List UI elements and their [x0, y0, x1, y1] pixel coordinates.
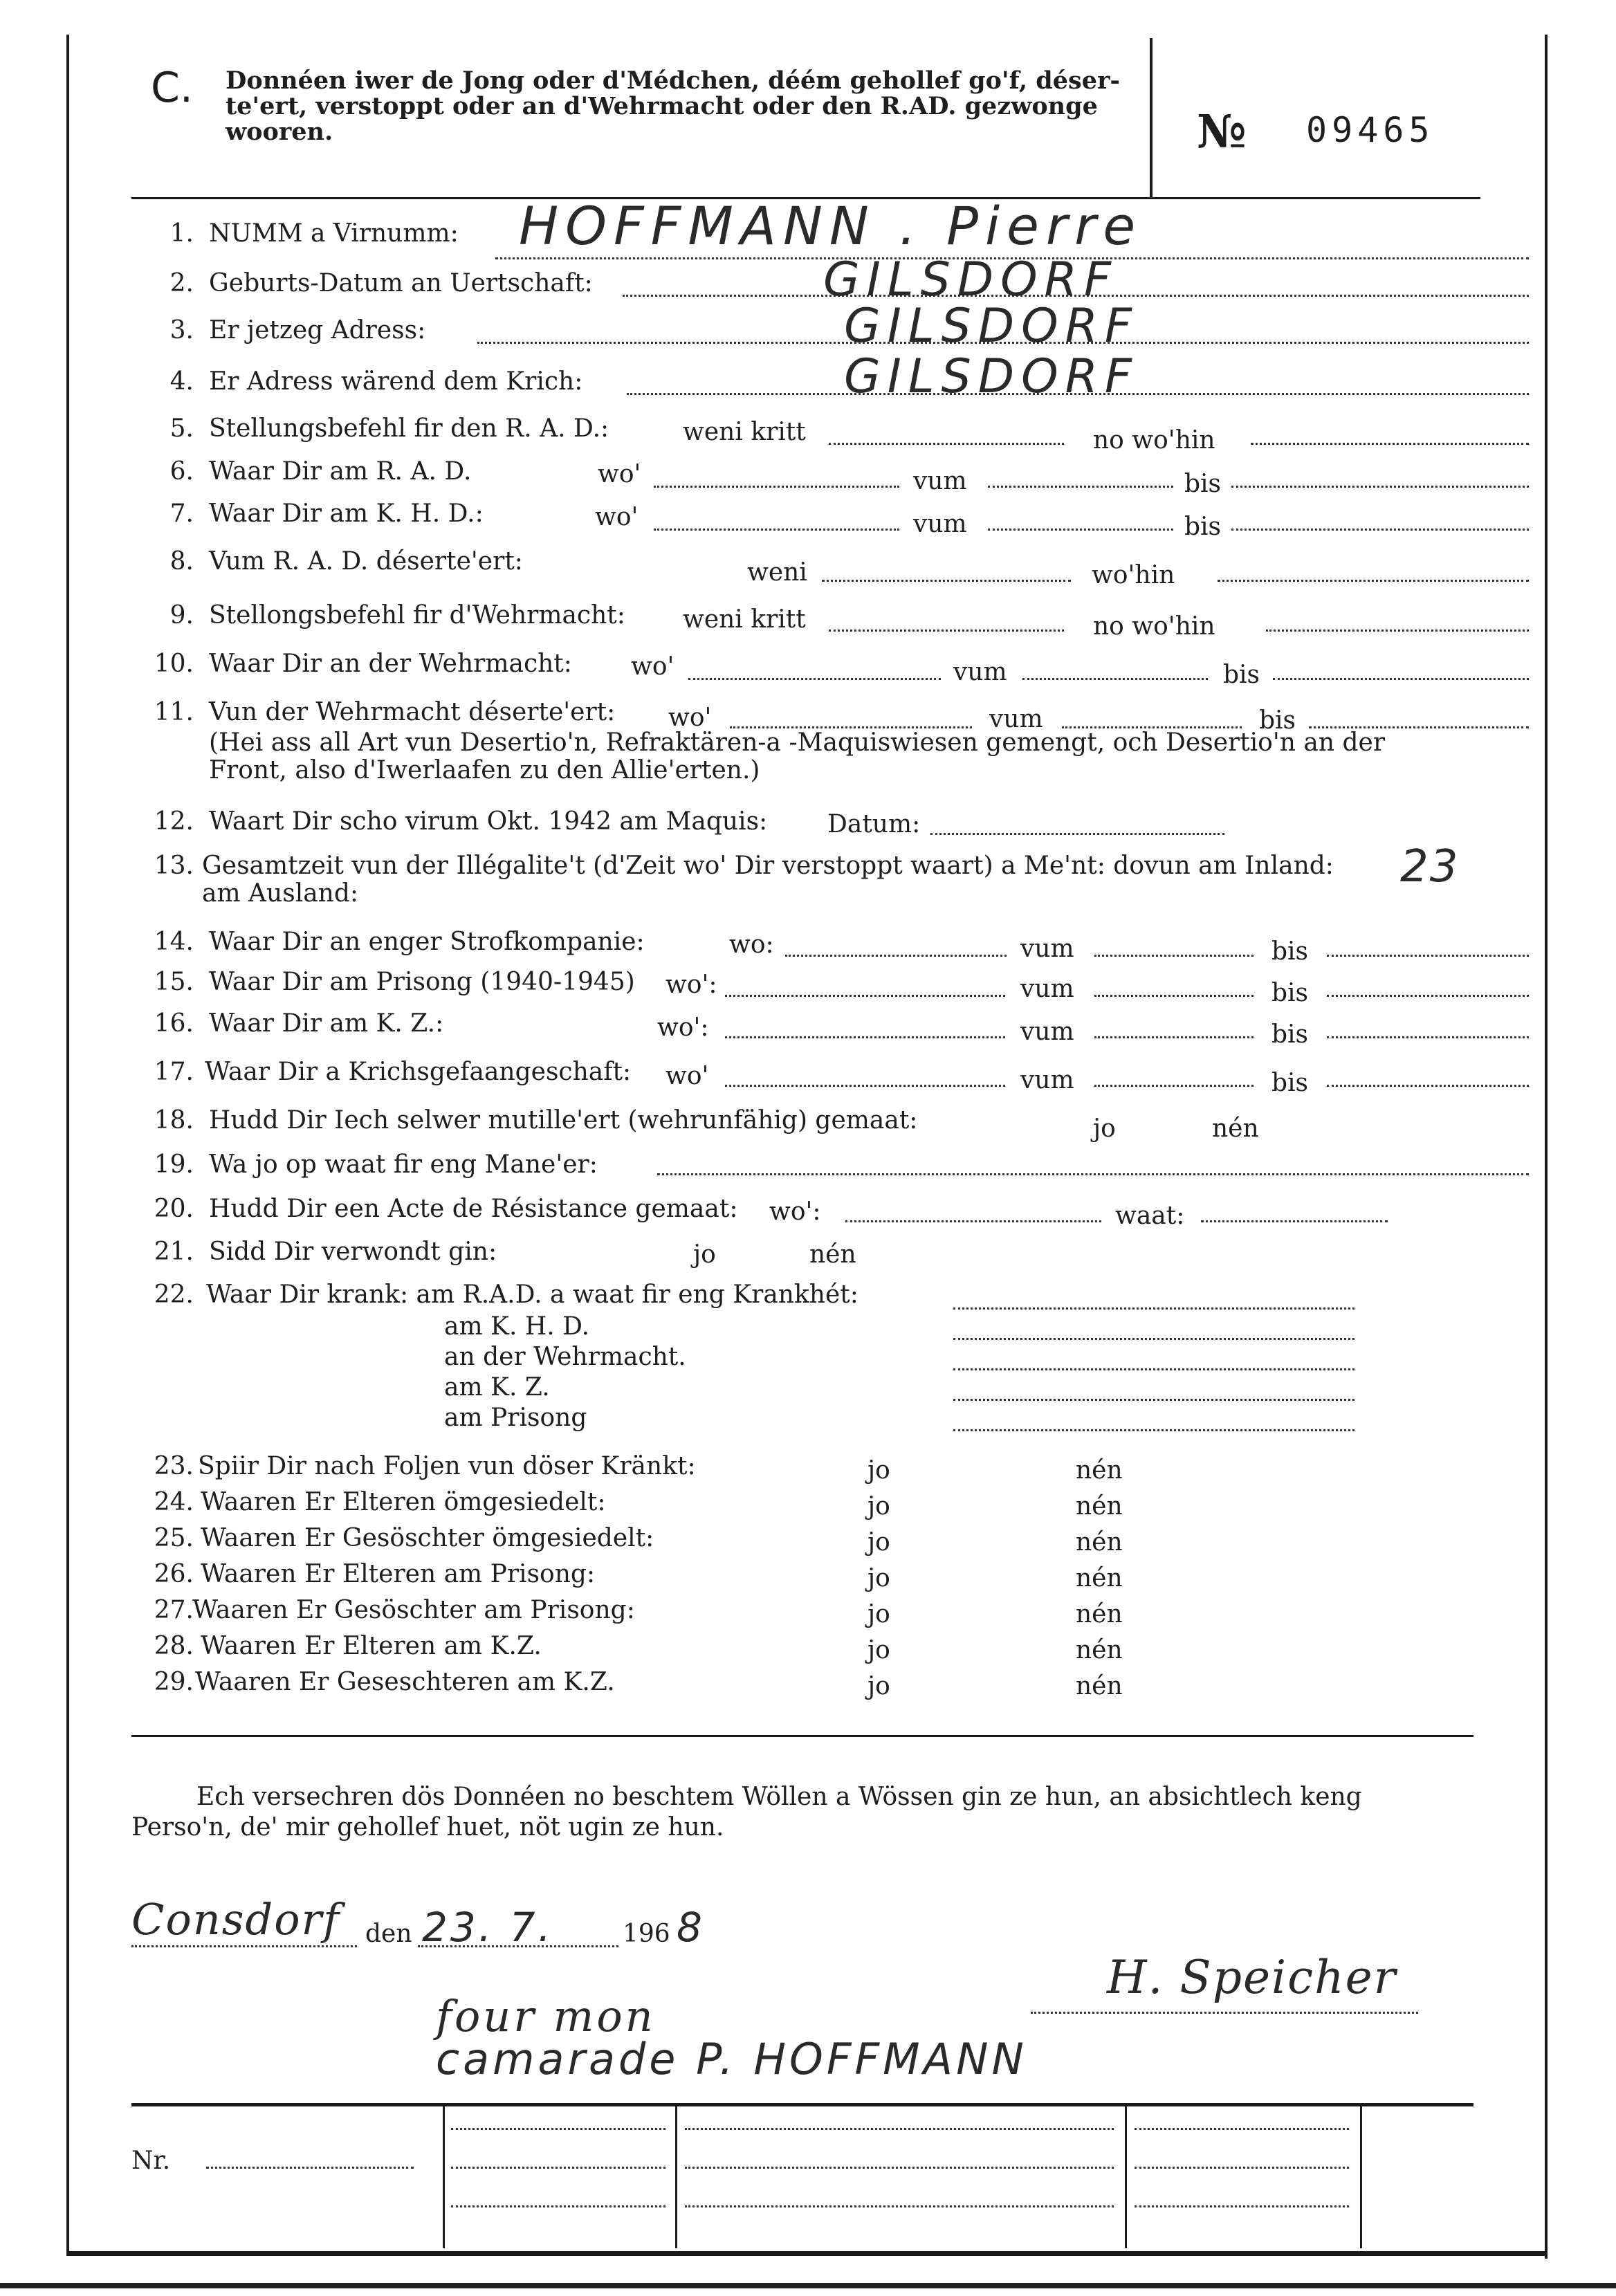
field-label: vum — [1020, 935, 1074, 963]
row-label: Waar Dir am K. Z.: — [209, 1009, 444, 1038]
field-label: wo' — [665, 1062, 709, 1090]
fill-line — [1273, 678, 1529, 680]
row-label: Stellungsbefehl fir den R. A. D.: — [209, 414, 609, 443]
fill-line — [1094, 1085, 1254, 1087]
row-number: 12. — [154, 807, 194, 836]
row-note: Front, also d'Iwerlaafen zu den Allie'erten.) — [209, 756, 760, 784]
field-label: wo' — [668, 704, 712, 732]
row-label: Stellongsbefehl fir d'Wehrmacht: — [209, 601, 625, 630]
row-label: Waaren Er Geseschteren am K.Z. — [195, 1668, 615, 1696]
row-number: 18. — [154, 1106, 194, 1135]
field-label: wo': — [657, 1013, 709, 1042]
row-number: 11. — [154, 698, 194, 726]
nr-label: Nr. — [131, 2147, 171, 2175]
fill-line — [725, 1085, 1005, 1087]
field-label: weni kritt — [683, 418, 806, 446]
row-label: Waar Dir an enger Strofkompanie: — [209, 928, 645, 956]
signature: H. Speicher — [1107, 1951, 1397, 2004]
fill-line — [953, 1429, 1355, 1431]
scan-bottom-edge — [0, 2283, 1616, 2288]
section-letter: C. — [151, 64, 193, 112]
fill-line — [953, 1338, 1355, 1340]
fill-line — [822, 580, 1071, 582]
option-yes: jo — [867, 1528, 890, 1556]
option-no: nén — [1076, 1456, 1123, 1485]
row-label: Waaren Er Elteren ömgesiedelt: — [201, 1488, 606, 1516]
field-label: bis — [1271, 1069, 1309, 1097]
row-number: 20. — [154, 1195, 194, 1223]
form-number: 09465 — [1306, 110, 1435, 150]
row-label: Waar Dir am Prisong (1940-1945) — [209, 968, 635, 996]
fill-line — [988, 486, 1173, 488]
row-number: 13. — [154, 852, 194, 880]
option-yes: jo — [867, 1672, 890, 1700]
handwritten-war-address: GILSDORF — [844, 349, 1139, 404]
fill-line — [657, 1173, 1529, 1175]
section-title-line: te'ert, verstoppt oder an d'Wehrmacht oder den R.AD. gezwonge — [226, 92, 1098, 120]
row-label: Geburts-Datum an Uertschaft: — [209, 269, 593, 297]
field-label: vum — [1020, 1018, 1074, 1046]
fill-line — [1266, 630, 1529, 632]
row-label: Waar Dir am R. A. D. — [209, 457, 472, 486]
frame-left-border — [66, 35, 69, 2255]
number-symbol: № — [1197, 104, 1247, 158]
field-label: bis — [1223, 661, 1260, 689]
option-yes: jo — [867, 1456, 890, 1485]
fill-line — [988, 529, 1173, 531]
handwritten-note: four mon — [436, 1991, 656, 2041]
fill-line — [725, 995, 1005, 997]
row-label: Spiir Dir nach Foljen vun döser Kränkt: — [198, 1452, 696, 1480]
row-label: Waart Dir scho virum Okt. 1942 am Maquis: — [209, 807, 768, 836]
handwritten-months-inland: 23 — [1400, 841, 1460, 892]
field-label: vum — [1020, 1066, 1074, 1094]
row-label: Wa jo op waat fir eng Mane'er: — [209, 1150, 598, 1179]
year-printed: 196 — [623, 1920, 670, 1948]
declaration-line: Ech versechren dös Donnéen no beschtem Wöllen a Wössen gin ze hun, an absichtlech keng — [196, 1783, 1362, 1811]
field-label: wo'hin — [1092, 561, 1175, 589]
fill-line — [1231, 529, 1529, 531]
row-sub-label: an der Wehrmacht. — [444, 1343, 686, 1371]
fill-line — [1327, 955, 1529, 957]
fill-line — [785, 955, 1007, 957]
fill-line — [1327, 1036, 1529, 1038]
field-label: no wo'hin — [1093, 426, 1215, 454]
field-label: bis — [1271, 937, 1309, 966]
fill-line — [654, 486, 899, 488]
field-label: wo': — [665, 971, 717, 999]
frame-right-border — [1545, 35, 1548, 2259]
frame-bottom-border — [66, 2251, 1548, 2256]
fill-line — [1135, 2167, 1349, 2169]
row-number: 25. — [154, 1524, 194, 1552]
row-number: 8. — [169, 547, 194, 576]
row-number: 5. — [169, 414, 194, 443]
den-label: den — [365, 1920, 412, 1948]
option-yes: jo — [867, 1564, 890, 1592]
row-label: Waar Dir a Krichsgefaangeschaft: — [205, 1058, 632, 1086]
fill-line — [953, 1307, 1355, 1310]
row-number: 27. — [154, 1596, 194, 1624]
footer-column-divider — [675, 2103, 677, 2248]
row-note: (Hei ass all Art vun Desertio'n, Refraktären-a -Maquiswiesen gemengt, och Desertio'n an der — [209, 728, 1386, 757]
fill-line — [1251, 443, 1529, 445]
field-label: wo' — [595, 503, 639, 531]
fill-line — [451, 2128, 665, 2130]
option-no: nén — [1076, 1564, 1123, 1592]
field-label: weni kritt — [683, 605, 806, 634]
section-title-line: Donnéen iwer de Jong oder d'Médchen, déém gehollef go'f, déser- — [226, 66, 1120, 95]
row-label: Hudd Dir een Acte de Résistance gemaat: — [209, 1195, 738, 1223]
row-number: 16. — [154, 1009, 194, 1038]
fill-line — [1201, 1220, 1388, 1222]
fill-line — [451, 2167, 665, 2169]
row-number: 2. — [169, 269, 194, 297]
handwritten-name: HOFFMANN . Pierre — [519, 195, 1143, 257]
row-note: am Ausland: — [202, 879, 359, 908]
field-label: Datum: — [827, 810, 921, 838]
fill-line — [1094, 995, 1254, 997]
fill-line — [1231, 486, 1529, 488]
fill-line — [131, 1945, 357, 1947]
row-number: 24. — [154, 1488, 194, 1516]
field-label: wo: — [729, 930, 774, 959]
row-number: 3. — [169, 316, 194, 345]
fill-line — [1022, 678, 1208, 680]
option-yes: jo — [1093, 1114, 1116, 1143]
field-label: wo' — [598, 460, 641, 488]
row-number: 4. — [169, 367, 194, 396]
footer-column-divider — [1125, 2103, 1127, 2248]
section-title-line: wooren. — [226, 118, 333, 146]
handwritten-birthplace: GILSDORF — [823, 252, 1119, 307]
field-label: vum — [913, 510, 967, 538]
fill-line — [685, 2167, 1114, 2169]
row-number: 28. — [154, 1632, 194, 1660]
row-number: 14. — [154, 928, 194, 956]
fill-line — [685, 2205, 1114, 2207]
row-label: Vun der Wehrmacht déserte'ert: — [209, 698, 616, 726]
row-number: 23. — [154, 1452, 194, 1480]
footer-column-divider — [1360, 2103, 1362, 2248]
fill-line — [953, 1399, 1355, 1401]
field-label: no wo'hin — [1093, 612, 1215, 641]
fill-line — [688, 678, 941, 680]
row-label: Vum R. A. D. déserte'ert: — [209, 547, 523, 576]
row-number: 6. — [169, 457, 194, 486]
option-no: nén — [809, 1240, 856, 1269]
row-number: 22. — [154, 1280, 194, 1309]
fill-line — [845, 1220, 1101, 1222]
fill-line — [1218, 580, 1529, 582]
fill-line — [930, 833, 1224, 835]
row-sub-label: am Prisong — [444, 1404, 587, 1432]
row-label: Er Adress wärend dem Krich: — [209, 367, 583, 396]
fill-line — [1094, 955, 1254, 957]
row-number: 9. — [169, 601, 194, 630]
row-number: 19. — [154, 1150, 194, 1179]
option-no: nén — [1076, 1636, 1123, 1664]
fill-line — [829, 630, 1064, 632]
field-label: bis — [1184, 513, 1222, 541]
declaration-line: Perso'n, de' mir gehollef huet, nöt ugin ze hun. — [131, 1813, 724, 1842]
option-no: nén — [1076, 1528, 1123, 1556]
option-no: nén — [1212, 1114, 1259, 1143]
row-label: NUMM a Virnumm: — [209, 219, 459, 248]
row-number: 17. — [154, 1058, 194, 1086]
field-label: vum — [953, 658, 1007, 686]
fill-line — [953, 1368, 1355, 1370]
option-yes: jo — [693, 1240, 716, 1269]
fill-line — [725, 1036, 1005, 1038]
fill-line — [1327, 995, 1529, 997]
fill-line — [1327, 1085, 1529, 1087]
field-label: weni — [747, 558, 807, 587]
fill-line — [829, 443, 1064, 445]
option-yes: jo — [867, 1600, 890, 1628]
option-yes: jo — [867, 1636, 890, 1664]
signature-line — [1031, 2012, 1418, 2014]
row-number: 26. — [154, 1560, 194, 1588]
fill-line — [451, 2205, 665, 2207]
row-number: 21. — [154, 1238, 194, 1266]
row-number: 7. — [169, 499, 194, 528]
row-number: 15. — [154, 968, 194, 996]
handwritten-place: Consdorf — [131, 1894, 341, 1945]
option-no: nén — [1076, 1672, 1123, 1700]
handwritten-year-digit: 8 — [677, 1904, 702, 1951]
field-label: bis — [1184, 470, 1222, 498]
section-title — [226, 68, 1120, 145]
row-sub-label: am K. Z. — [444, 1373, 550, 1402]
header-divider — [1150, 38, 1153, 199]
row-label: Waar Dir am K. H. D.: — [209, 499, 484, 528]
option-yes: jo — [867, 1492, 890, 1521]
fill-line — [206, 2167, 414, 2169]
row-label: Hudd Dir Iech selwer mutille'ert (wehrunfähig) gemaat: — [209, 1106, 918, 1135]
row-label: Gesamtzeit vun der Illégalite't (d'Zeit wo' Dir verstoppt waart) a Me'nt: dovun am Inland: — [202, 852, 1334, 880]
field-label: bis — [1271, 1020, 1309, 1049]
handwritten-date: 23. 7. — [422, 1904, 554, 1951]
field-label: vum — [989, 705, 1043, 733]
section-separator — [131, 1735, 1473, 1737]
row-number: 10. — [154, 650, 194, 678]
field-label: wo': — [769, 1197, 821, 1226]
fill-line — [654, 529, 899, 531]
footer-column-divider — [443, 2103, 445, 2248]
row-label: Waaren Er Elteren am K.Z. — [201, 1632, 542, 1660]
row-label: Waar Dir an der Wehrmacht: — [209, 650, 572, 678]
field-label: wo' — [631, 652, 674, 681]
handwritten-note: camarade P. HOFFMANN — [436, 2034, 1027, 2084]
field-label: bis — [1271, 979, 1309, 1007]
field-label: vum — [913, 467, 967, 495]
handwritten-current-address: GILSDORF — [844, 299, 1139, 353]
row-sub-label: am K. H. D. — [444, 1312, 590, 1341]
row-label: Waaren Er Gesöschter am Prisong: — [192, 1596, 635, 1624]
fill-line — [1135, 2205, 1349, 2207]
option-no: nén — [1076, 1492, 1123, 1521]
fill-line — [1094, 1036, 1254, 1038]
fill-line — [1135, 2128, 1349, 2130]
row-number: 29. — [154, 1668, 194, 1696]
row-label: Waaren Er Elteren am Prisong: — [201, 1560, 596, 1588]
option-no: nén — [1076, 1600, 1123, 1628]
footer-top-rule — [131, 2103, 1473, 2106]
field-label: waat: — [1115, 1202, 1185, 1230]
field-label: vum — [1020, 975, 1074, 1003]
row-label: Waaren Er Gesöschter ömgesiedelt: — [201, 1524, 654, 1552]
row-label: Waar Dir krank: am R.A.D. a waat fir eng Krankhét: — [206, 1280, 858, 1309]
fill-line — [685, 2128, 1114, 2130]
row-number: 1. — [169, 219, 194, 248]
row-label: Sidd Dir verwondt gin: — [209, 1238, 497, 1266]
row-label: Er jetzeg Adress: — [209, 316, 426, 345]
field-label: bis — [1259, 706, 1296, 735]
